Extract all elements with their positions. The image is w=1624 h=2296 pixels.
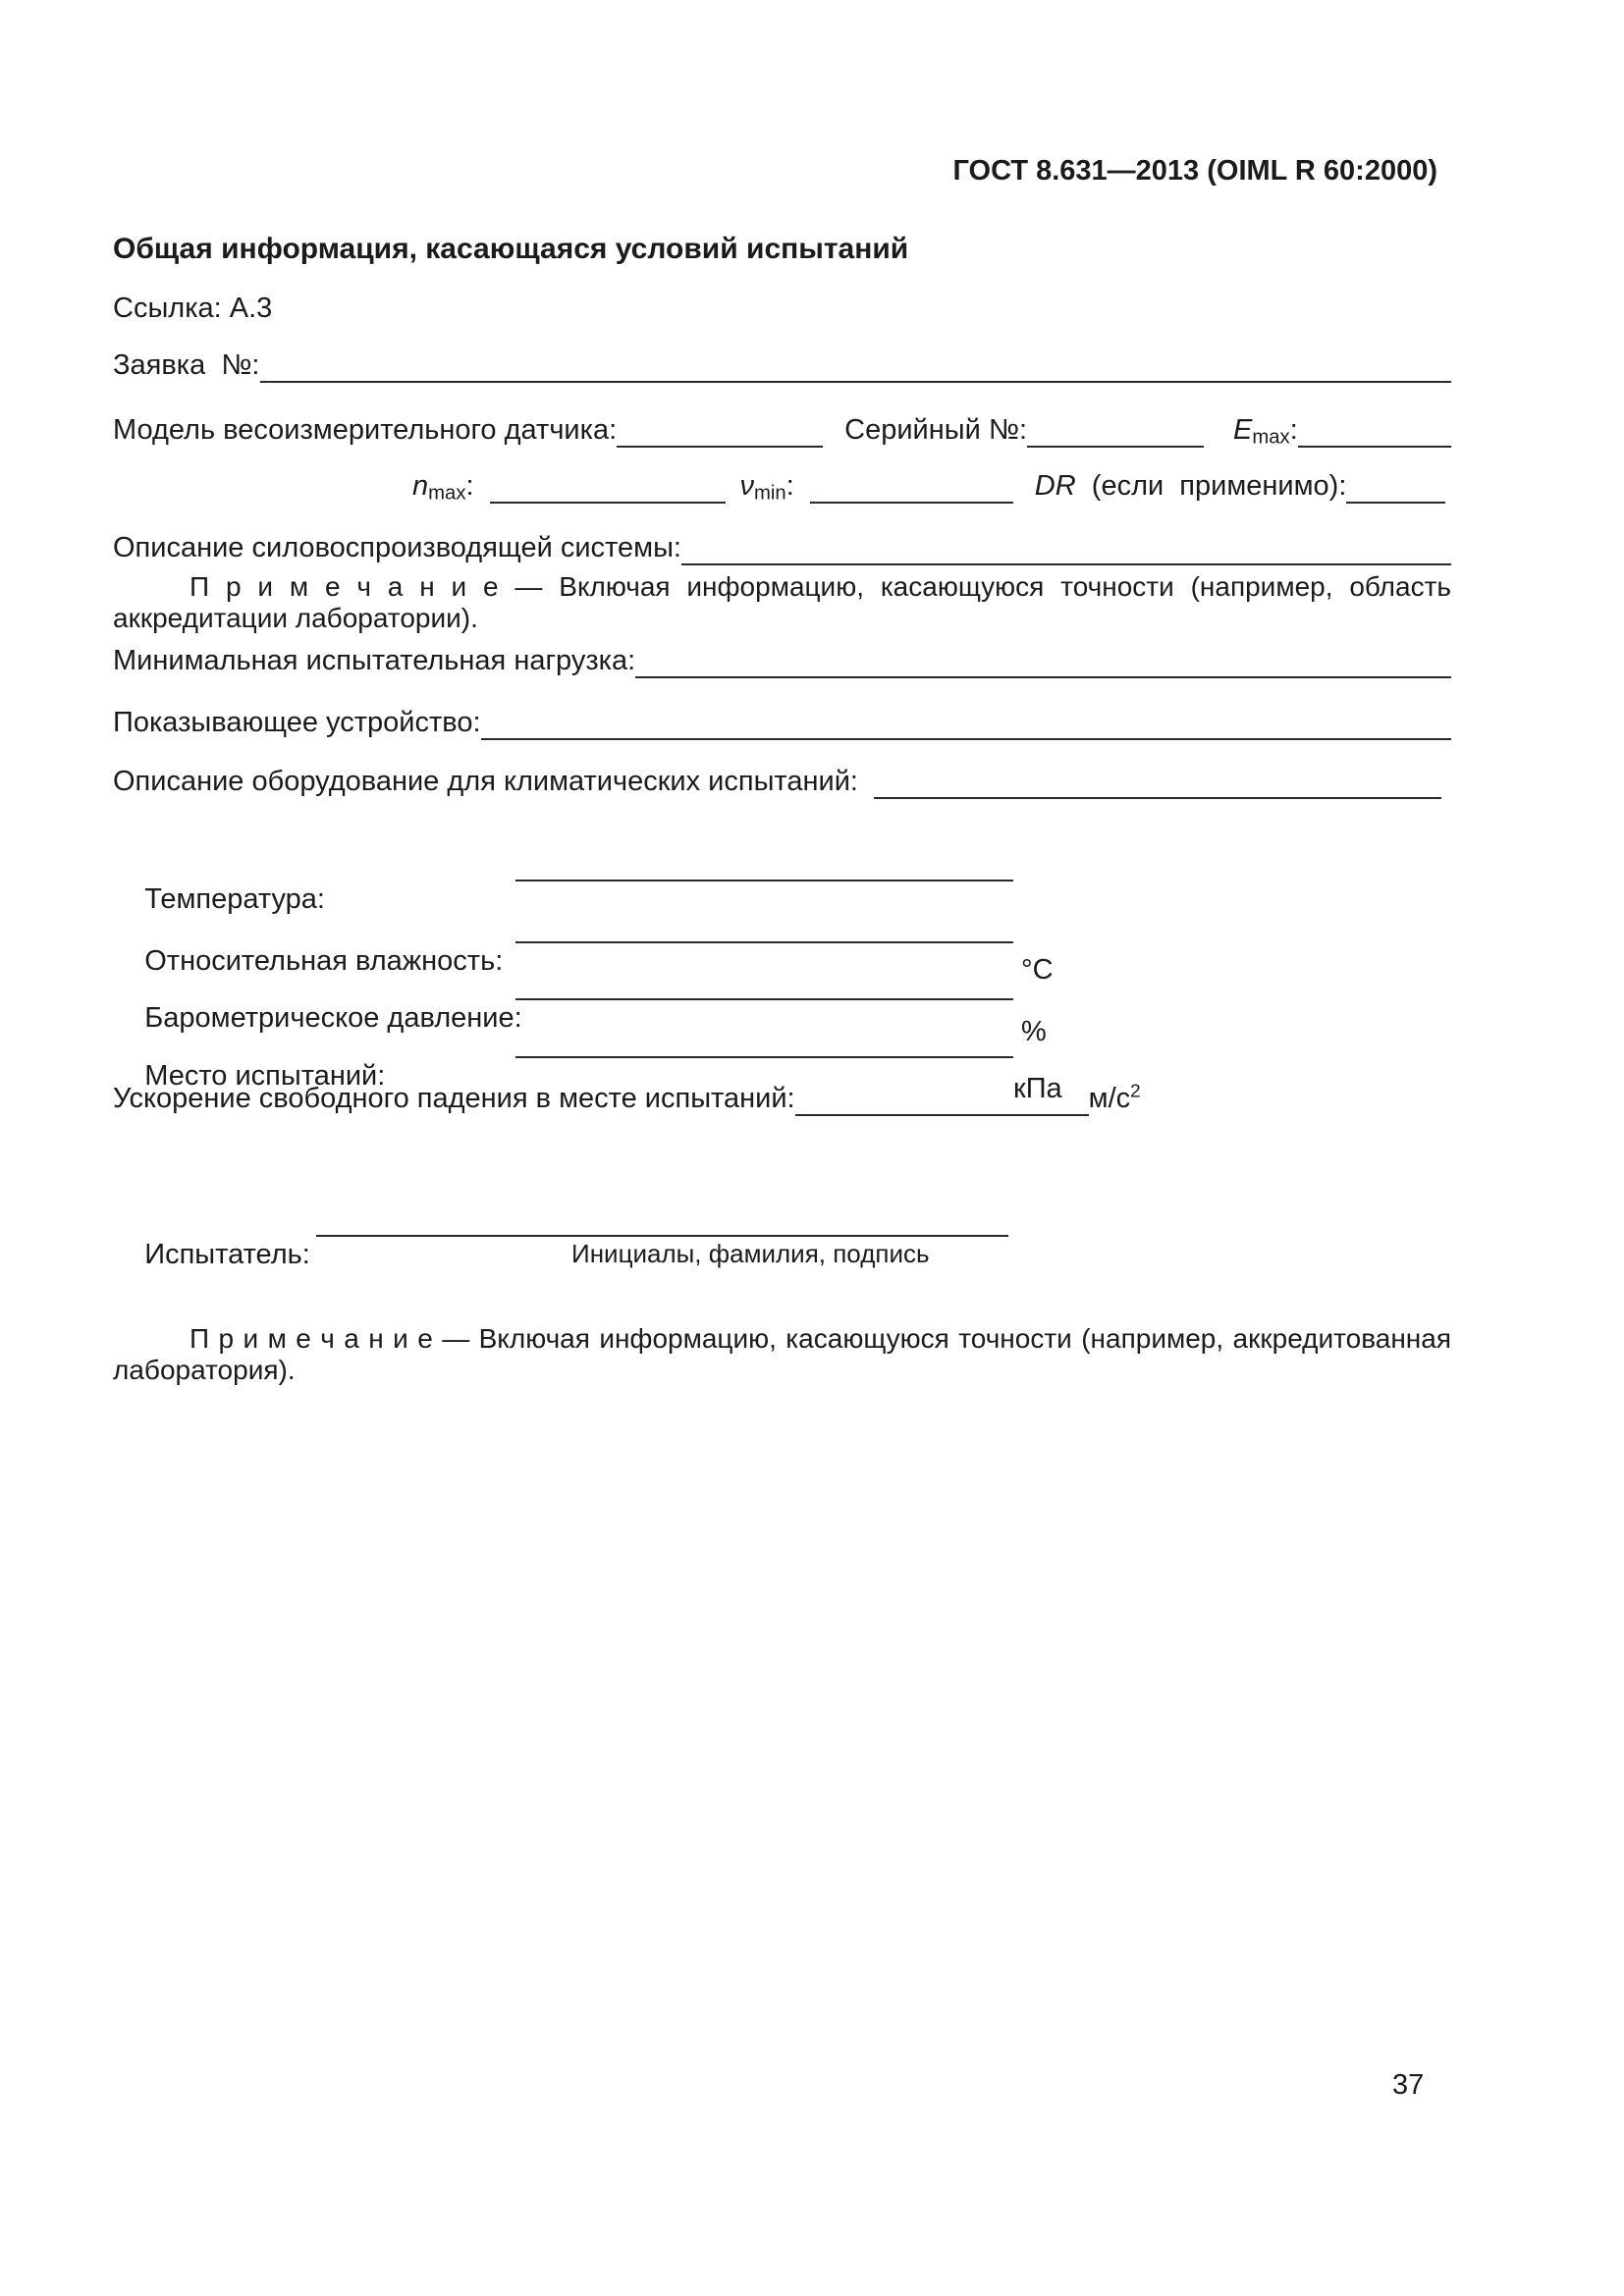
force-system-row — [113, 530, 1451, 565]
loadcell-model-label: Модель весоизмерительного датчика: — [113, 414, 618, 446]
loadcell-model-line — [617, 412, 823, 448]
serial-number-line — [1027, 412, 1204, 448]
climate-equipment-row — [113, 764, 1441, 799]
temperature-label: Температура: — [144, 883, 325, 915]
test-location-label: Место испытаний: — [144, 1060, 386, 1092]
tester-row — [113, 1201, 1451, 1270]
temperature-line — [515, 847, 1013, 881]
vmin-label: $\nu_{min}$: — [739, 470, 794, 505]
force-system-line — [681, 530, 1451, 565]
pressure-unit: кПа — [1013, 1073, 1062, 1104]
note2-text: — Включая информацию, касающуюся точности (например, аккредитованная лаборатория). — [113, 1323, 1452, 1385]
reference-label: Ссылка: А.3 — [113, 293, 273, 324]
dr-label: DR (если применимо): — [1034, 470, 1347, 502]
nmax-label: $n_{max}$: — [412, 470, 474, 505]
note1-text: — Включая информацию, касающуюся точности (например, область аккредитации лаборатории). — [113, 571, 1452, 633]
humidity-unit: % — [1021, 1016, 1047, 1047]
emax-line — [1298, 412, 1451, 448]
climate-equipment-line — [874, 764, 1441, 799]
min-test-load-line — [635, 643, 1451, 678]
indicating-device-line — [481, 705, 1451, 740]
nmax-line — [490, 468, 726, 504]
pressure-line — [515, 966, 1013, 1000]
application-number-line — [260, 347, 1452, 383]
application-number-label: Заявка №: — [113, 349, 260, 381]
gravity-label: Ускорение свободного падения в месте испытаний: — [113, 1083, 795, 1114]
temperature-unit: °С — [1021, 954, 1054, 986]
gravity-unit: $м/с^2$ — [1088, 1080, 1141, 1114]
serial-number-label: Серийный №: — [844, 414, 1028, 446]
tester-label: Испытатель: — [144, 1239, 310, 1270]
page-number: 37 — [1392, 2069, 1425, 2101]
application-number-row — [113, 347, 1451, 383]
note-accreditation-scope — [113, 571, 1451, 634]
test-location-line — [515, 1024, 1013, 1058]
indicating-device-label: Показывающее устройство: — [113, 707, 481, 738]
force-system-label: Описание силовоспроизводящей системы: — [113, 532, 681, 563]
note2-keyword: П р и м е ч а н и е — [189, 1323, 433, 1354]
indicating-device-row — [113, 705, 1451, 740]
min-test-load-row — [113, 643, 1451, 678]
humidity-line — [515, 909, 1013, 943]
emax-label: $E_{max}$: — [1233, 414, 1298, 449]
humidity-label: Относительная влажность: — [144, 945, 504, 977]
tester-signature-line — [316, 1202, 1008, 1237]
vmin-line — [810, 468, 1013, 504]
nmax-vmin-dr-row — [412, 468, 1445, 504]
min-test-load-label: Минимальная испытательная нагрузка: — [113, 645, 636, 676]
standard-designation: ГОСТ 8.631—2013 (OIML R 60:2000) — [952, 155, 1437, 187]
climate-equipment-label: Описание оборудование для климатических испытаний: — [113, 766, 867, 797]
page-title: Общая информация, касающаяся условий испытаний — [113, 233, 909, 265]
gravity-line — [795, 1081, 1089, 1116]
gravity-row — [113, 1081, 1141, 1116]
dr-line — [1346, 468, 1445, 504]
note-accredited-lab — [113, 1323, 1451, 1386]
loadcell-model-row — [113, 412, 1451, 448]
note1-keyword: П р и м е ч а н и е — [189, 571, 499, 602]
pressure-label: Барометрическое давление: — [144, 1002, 522, 1034]
tester-caption: Инициалы, фамилия, подпись — [571, 1239, 930, 1268]
